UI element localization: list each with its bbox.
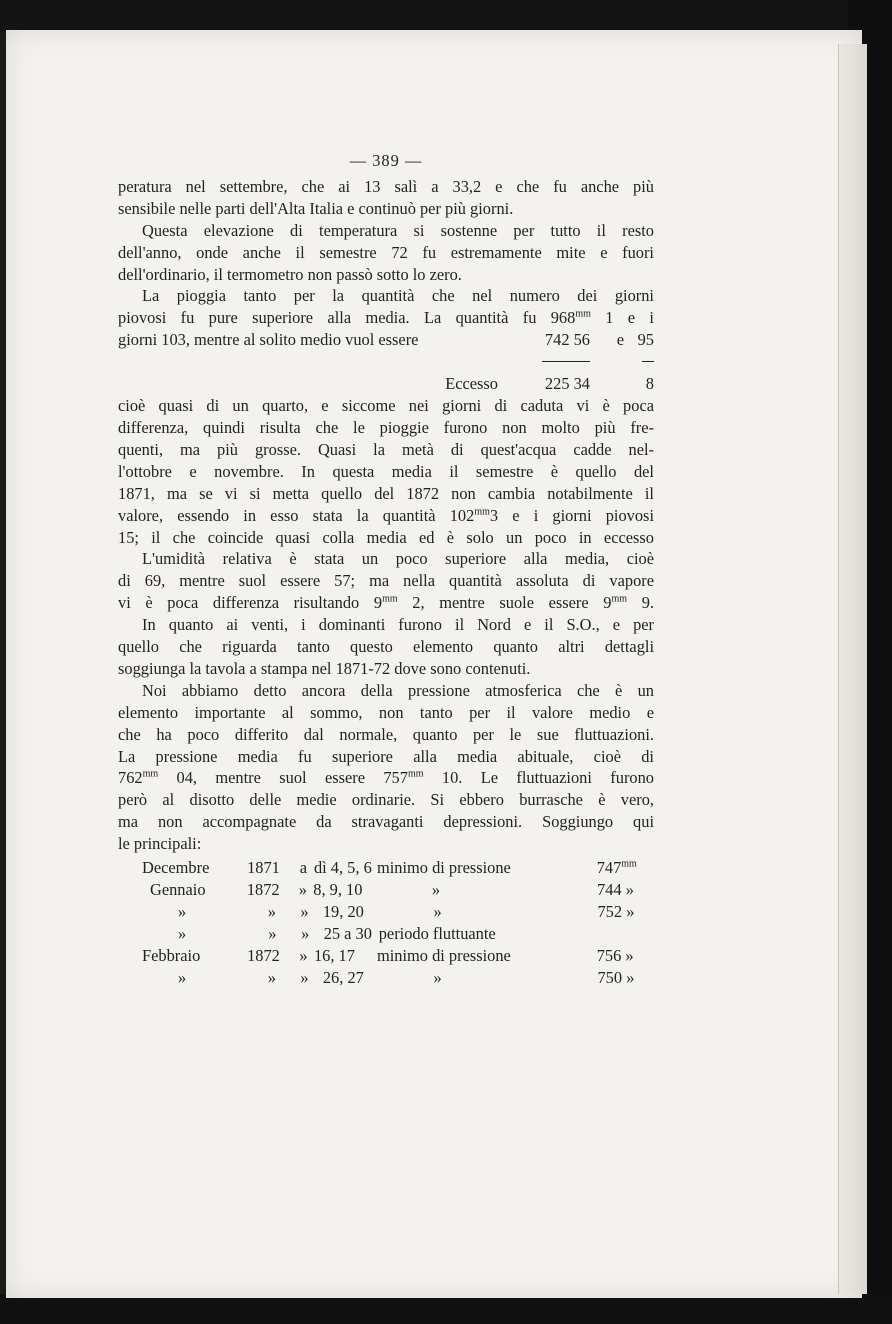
text-line: Questa elevazione di temperatura si sostenne per tutto il resto [142,220,654,240]
table-days: 26, 27 [322,967,364,987]
text-line: però al disotto delle medie ordinarie. Si ebbero burrasche è vero, [118,790,654,810]
page-edge [838,44,867,1294]
text-line: l'ottobre e novembre. In questa media il semestre è quello del [118,461,654,481]
conjunction: e [616,330,624,350]
table-days: 8, 9, 10 [313,879,363,899]
table-month: » [178,901,187,921]
text-line: Noi abbiamo detto ancora della pressione atmosferica che è un [142,680,654,700]
table-value: $747^{mm}$ [596,858,637,878]
text-line: $762^{mm}$ 04, mentre suol essere $757^{mm}$ 10. Le fluttuazioni furono [118,768,654,788]
text-line: che ha poco differito dal normale, quanto per le sue fluttuazioni. [118,724,654,744]
table-year: » [268,923,277,943]
text-line: sensibile nelle parti dell'Alta Italia e continuò per più giorni. [118,198,514,218]
text-line: 1871, ma se vi si metta quello del 1872 non cambia notabilmente il [118,483,654,503]
paragraph-4 [118,395,654,548]
text-line: di 69, mentre suol essere 57; ma nella quantità assoluta di vapore [118,571,654,591]
scan-top-border [0,0,892,32]
table-value [597,923,654,945]
pressure-minima-table [118,857,654,988]
table-ditto: » [299,945,308,965]
table-month: Decembre [142,858,210,878]
paragraph-7 [118,680,654,855]
text-line: quenti, ma più grosse. Quasi la metà di quest'acqua cadde nel- [118,439,654,459]
text-line: soggiunga la tavola a stampa nel 1871-72 dove sono contenuti. [118,658,531,678]
table-description: minimo di pressione [376,945,511,965]
sum-rule-row [118,351,654,373]
table-row [142,945,654,967]
text-line: L'umidità relativa è stata un poco superiore alla media, cioè [142,549,654,569]
table-row [142,879,654,901]
normal-rain-amount: 742 56 [544,330,590,350]
table-month: Febbraio [142,945,201,965]
normal-rain-days: 95 [637,330,654,350]
paragraph-2 [118,220,654,286]
excess-rain-amount: 225 34 [544,374,590,394]
text-line: vi è poca differenza risultando $9^{mm}$ 2, mentre suole essere $9^{mm}$ 9. [118,593,655,613]
text-line: elemento importante al sommo, non tanto per il valore medio e [118,702,654,722]
table-days: dì 4, 5, 6 [313,858,372,878]
text-line: valore, essendo in esso stata la quantità $102^{mm}3$ e i giorni piovosi [118,505,654,525]
text-line: peratura nel settembre, che ai 13 salì a 33,2 e che fu anche più [118,176,654,196]
text-line: dell'anno, onde anche il semestre 72 fu estremamente mite e fuori [118,242,654,262]
table-year: » [267,901,276,921]
text-line: giorni 103, mentre al solito medio vuol essere [118,330,419,350]
text-line: La pressione media fu superiore alla media abituale, cioè di [118,746,654,766]
table-description: » [433,967,442,987]
paragraph-1 [118,176,654,220]
table-month: » [178,967,187,987]
text-line: In quanto ai venti, i dominanti furono il Nord e il S.O., e per [142,615,654,635]
table-description: » [433,901,442,921]
sum-rule [506,351,590,373]
table-ditto: » [298,879,307,899]
table-year: 1872 [247,945,280,965]
table-month: » [178,923,187,943]
excess-label: Eccesso [445,374,498,394]
table-row [142,923,654,945]
table-days: 16, 17 [313,945,355,965]
text-line: La pioggia tanto per la quantità che nel numero dei giorni [142,286,654,306]
page-text [118,150,654,988]
table-year: 1871 [247,858,280,878]
text-line: le principali: [118,834,202,854]
table-row [142,857,654,879]
table-row [142,901,654,923]
rain-normal-row [118,329,654,351]
table-year: » [267,967,276,987]
table-days: 25 a 30 [323,923,372,943]
table-ditto: a [299,858,308,878]
text-line: ma non accompagnate da stravaganti depressioni. Soggiungo qui [118,812,654,832]
table-ditto: » [300,967,309,987]
text-line: differenza, quindi risulta che le pioggie furono non molto più fre- [118,417,654,437]
page-number: — 389 — [349,151,423,170]
excess-rain-days: 8 [645,374,654,394]
text-line: cioè quasi di un quarto, e siccome nei giorni di caduta vi è poca [118,396,654,416]
table-description: » [431,879,441,899]
table-row [142,967,654,989]
table-ditto: » [300,901,309,921]
table-description: periodo fluttuante [378,923,496,943]
table-value: 752 » [597,901,635,921]
text-line: piovosi fu pure superiore alla media. La quantità fu $968^{mm}$ 1 e i [118,308,654,328]
table-value: 756 » [596,945,634,965]
paragraph-3 [118,285,654,395]
paragraph-6 [118,614,654,680]
table-value: 744 » [597,879,634,899]
excess-row [118,373,654,395]
table-days: 19, 20 [322,901,364,921]
text-line: 15; il che coincide quasi colla media ed è solo un poco in eccesso [118,527,654,547]
scan-bottom-border [0,1294,892,1324]
table-month: Gennaio [150,879,206,899]
paragraph-5 [118,548,654,614]
table-year: 1872 [246,879,280,899]
table-description: minimo di pressione [376,858,511,878]
sum-rule [624,351,654,373]
table-ditto: » [301,923,310,943]
table-value: 750 » [597,967,635,987]
text-line: dell'ordinario, il termometro non passò sotto lo zero. [118,264,462,284]
text-line: quello che riguarda tanto questo elemento quanto altri dettagli [118,637,654,657]
